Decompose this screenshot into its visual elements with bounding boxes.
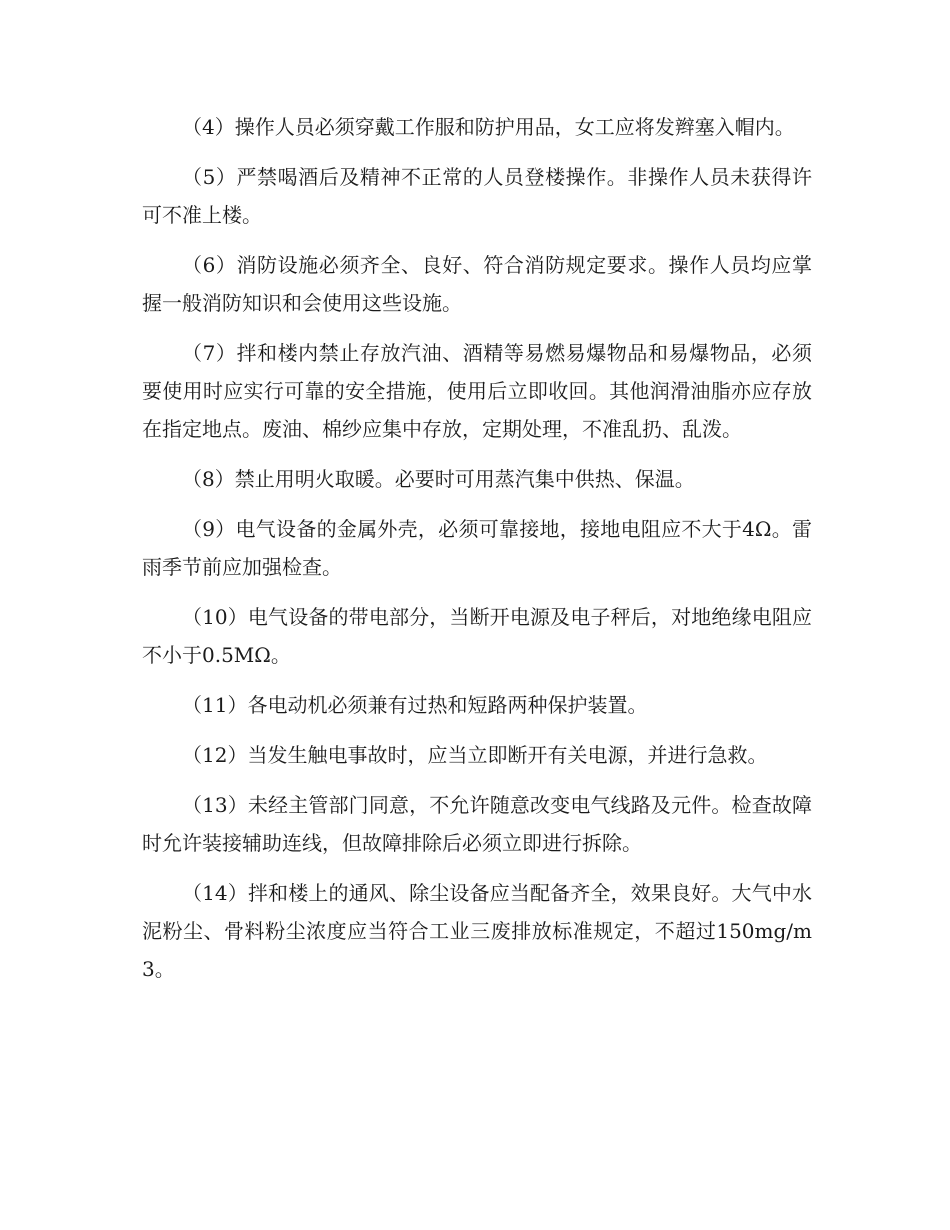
paragraph-13: （13）未经主管部门同意，不允许随意改变电气线路及元件。检查故障时允许装接辅助连线，但故障排除后必须立即进行拆除。: [142, 793, 812, 855]
paragraph-10: （10）电气设备的带电部分，当断开电源及电子秤后，对地绝缘电阻应不小于0.5MΩ。: [142, 605, 812, 667]
paragraph-12: （12）当发生触电事故时，应当立即断开有关电源，并进行急救。: [182, 743, 768, 767]
paragraph-8: （8）禁止用明火取暖。必要时可用蒸汽集中供热、保温。: [182, 467, 695, 491]
paragraph-14: （14）拌和楼上的通风、除尘设备应当配备齐全，效果良好。大气中水泥粉尘、骨料粉尘浓度应当符合工业三废排放标准规定，不超过150mg/m3。: [142, 881, 812, 981]
paragraph-9: （9）电气设备的金属外壳，必须可靠接地，接地电阻应不大于4Ω。雷雨季节前应加强检查。: [142, 517, 812, 579]
paragraph-11: （11）各电动机必须兼有过热和短路两种保护装置。: [182, 693, 648, 717]
document-body: [142, 108, 812, 1000]
paragraph-7: （7）拌和楼内禁止存放汽油、酒精等易燃易爆物品和易爆物品，必须要使用时应实行可靠的安全措施，使用后立即收回。其他润滑油脂亦应存放在指定地点。废油、棉纱应集中存放，定期处理，不准乱扔、乱泼。: [142, 341, 812, 441]
paragraph-4: （4）操作人员必须穿戴工作服和防护用品，女工应将发辫塞入帽内。: [182, 115, 795, 139]
paragraph-5: （5）严禁喝酒后及精神不正常的人员登楼操作。非操作人员未获得许可不准上楼。: [142, 165, 812, 227]
paragraph-6: （6）消防设施必须齐全、良好、符合消防规定要求。操作人员均应掌握一般消防知识和会使用这些设施。: [142, 253, 812, 315]
